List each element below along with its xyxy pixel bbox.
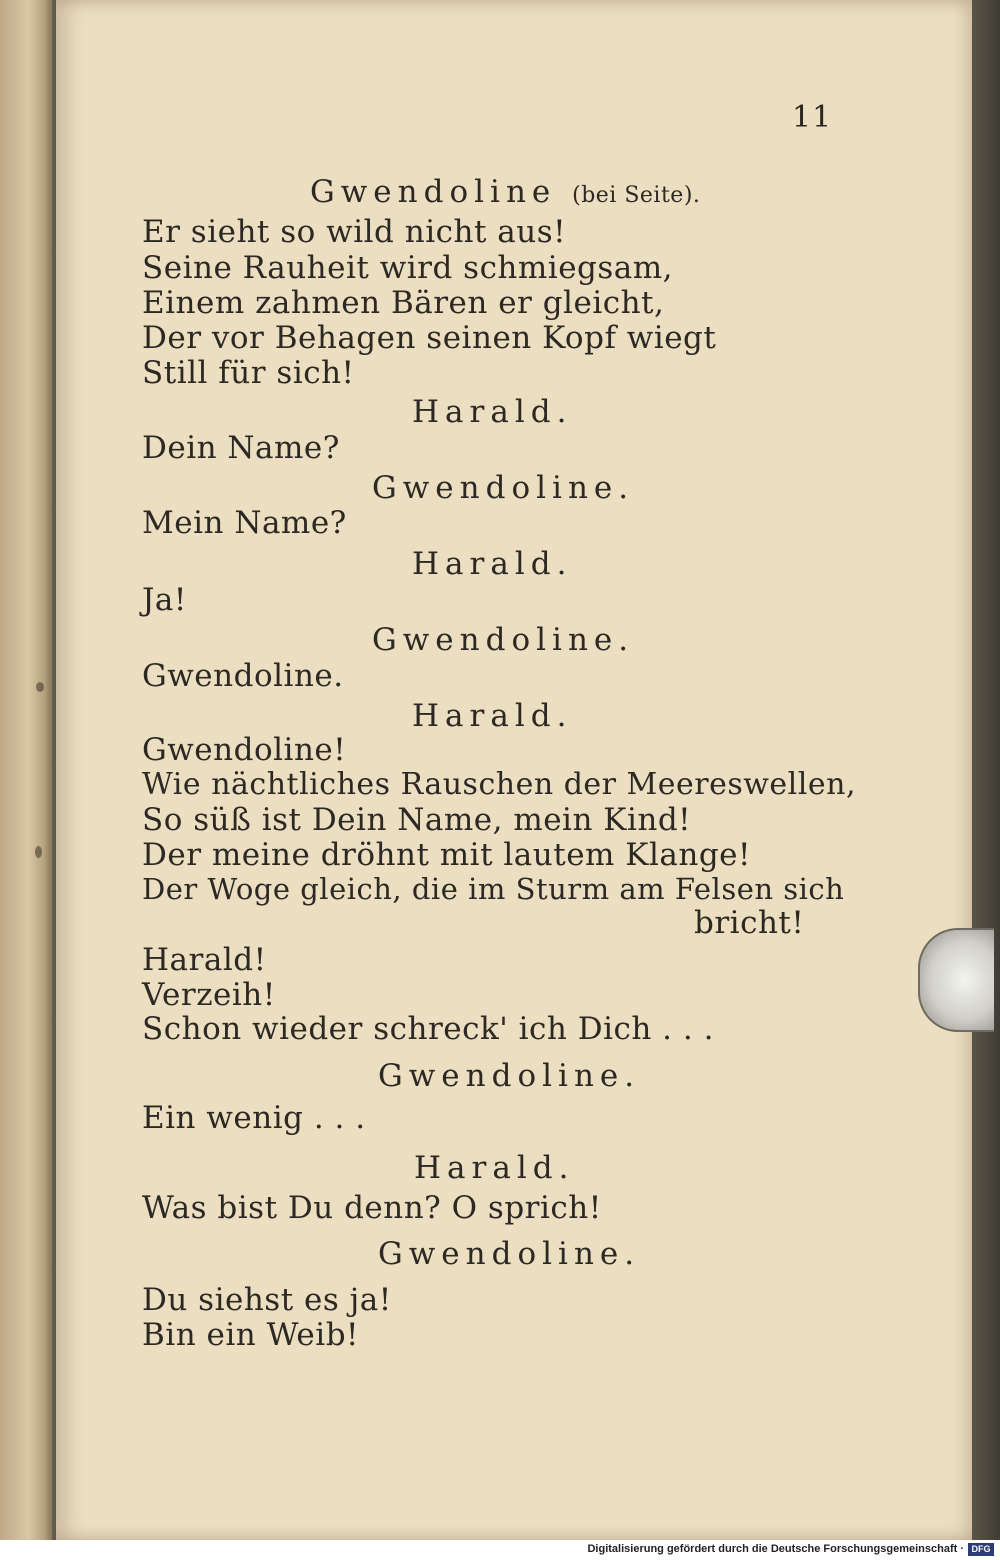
dialogue-line: Wie nächtliches Rauschen der Meereswellen, [142,767,856,802]
footer-credit: Digitalisierung gefördert durch die Deutsche Forschungsgemeinschaft · [587,1543,964,1555]
dialogue-line: Gwendoline! [142,732,347,768]
margin-smudge [35,846,42,858]
dialogue-line: Was bist Du denn? O sprich! [142,1190,602,1226]
dialogue-line: Mein Name? [142,505,347,541]
dialogue-line: Gwendoline. [142,658,344,694]
dialogue-line: Ja! [142,582,187,618]
dialogue-line: So süß ist Dein Name, mein Kind! [142,802,692,838]
dialogue-line: Seine Rauheit wird schmiegsam, [142,250,674,286]
page-number: 11 [792,100,833,135]
dialogue-line: Ein wenig . . . [142,1100,366,1136]
speaker-heading: Harald. [412,394,573,430]
speaker-heading: Harald. [414,1150,575,1186]
dialogue-line: Schon wieder schreck' ich Dich . . . [142,1011,714,1047]
dialogue-line: Verzeih! [142,977,276,1013]
dfg-logo: DFG [968,1543,994,1556]
speaker-heading: Harald. [412,698,573,734]
stage-direction: (bei Seite). [572,183,701,208]
dialogue-line: bricht! [694,905,805,941]
dialogue-line: Der vor Behagen seinen Kopf wiegt [142,320,717,356]
dialogue-line: Der meine dröhnt mit lautem Klange! [142,837,751,873]
dialogue-line: Der Woge gleich, die im Sturm am Felsen sich [142,872,845,906]
speaker-heading: Gwendoline. [378,1236,641,1272]
speaker-heading: Harald. [412,546,573,582]
speaker-heading [310,174,700,210]
page-right-edge [972,0,1000,1540]
speaker-heading: Gwendoline. [378,1058,641,1094]
dialogue-line: Bin ein Weib! [142,1317,359,1353]
page-clip-tab [918,928,994,1032]
dialogue-line: Dein Name? [142,430,340,466]
dialogue-line: Einem zahmen Bären er gleicht, [142,285,665,321]
dialogue-line: Still für sich! [142,355,355,391]
dialogue-line: Er sieht so wild nicht aus! [142,214,567,250]
speaker-name: Gwendoline [310,174,557,210]
dialogue-line: Harald! [142,942,267,978]
speaker-heading: Gwendoline. [372,470,635,506]
dialogue-line: Du siehst es ja! [142,1282,392,1318]
speaker-heading: Gwendoline. [372,622,635,658]
margin-smudge [36,682,44,692]
